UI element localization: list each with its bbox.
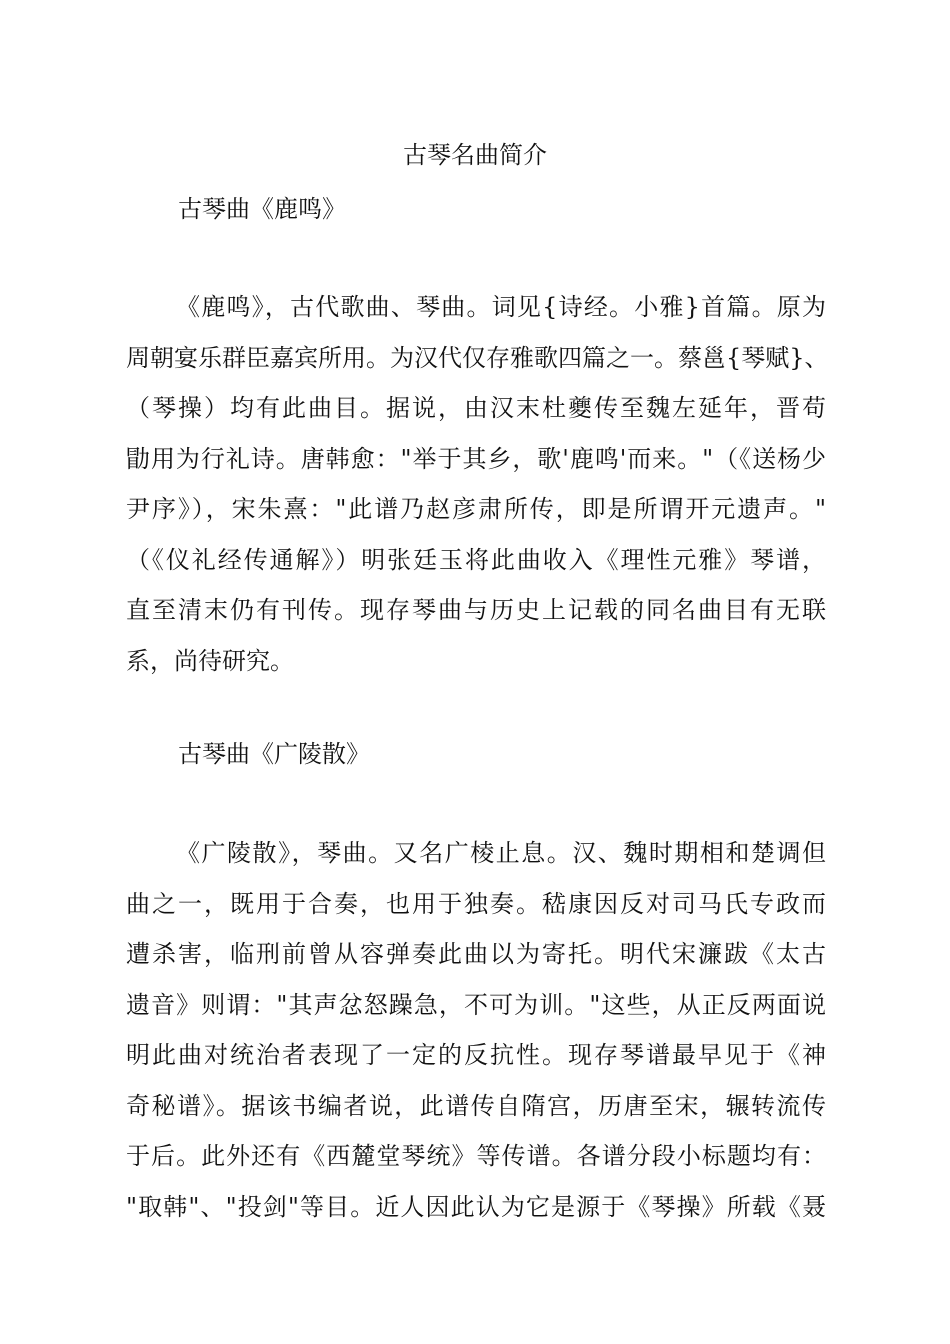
paragraph-line: 遭杀害，临刑前曾从容弹奏此曲以为寄托。明代宋濂跋《太古	[126, 940, 826, 968]
paragraph-line: 尹序》），宋朱熹："此谱乃赵彦肃所传，即是所谓开元遗声。"	[126, 495, 826, 523]
paragraph-line: 奇秘谱》。据该书编者说，此谱传自隋宫，历唐至宋，辗转流传	[126, 1091, 826, 1120]
paragraph-line: 《广陵散》，琴曲。又名广棱止息。汉、魏时期相和楚调但	[176, 839, 826, 867]
paragraph-line: （琴操）均有此曲目。据说，由汉末杜夔传至魏左延年，晋苟	[126, 394, 826, 422]
paragraph-line: 系，尚待研究。	[126, 646, 294, 675]
section-heading-guanglingsan: 古琴曲《广陵散》	[178, 740, 370, 768]
paragraph-line: "取韩"、"投剑"等目。近人因此认为它是源于《琴操》所载《聂	[126, 1192, 826, 1221]
paragraph-line: 遗音》则谓："其声忿怒躁急，不可为训。"这些，从正反两面说	[126, 990, 826, 1019]
paragraph-line: 勖用为行礼诗。唐韩愈："举于其乡，歌'鹿鸣'而来。"（《送杨少	[126, 444, 826, 473]
paragraph-line: （《仪礼经传通解》）明张廷玉将此曲收入《理性元雅》琴谱，	[126, 545, 826, 574]
paragraph-line: 于后。此外还有《西麓堂琴统》等传谱。各谱分段小标题均有：	[126, 1142, 826, 1170]
document-title: 古琴名曲简介	[403, 141, 547, 169]
paragraph-luming	[126, 282, 829, 686]
paragraph-line: 直至清末仍有刊传。现存琴曲与历史上记载的同名曲目有无联	[126, 596, 826, 624]
section-heading-luming: 古琴曲《鹿鸣》	[178, 195, 346, 223]
paragraph-line: 周朝宴乐群臣嘉宾所用。为汉代仅存雅歌四篇之一。蔡邕{琴赋}、	[126, 343, 829, 372]
paragraph-guanglingsan	[126, 828, 826, 1232]
paragraph-line: 《鹿鸣》，古代歌曲、琴曲。词见{诗经。小雅}首篇。原为	[176, 293, 826, 321]
paragraph-line: 明此曲对统治者表现了一定的反抗性。现存琴谱最早见于《神	[126, 1041, 826, 1069]
paragraph-line: 曲之一，既用于合奏，也用于独奏。嵇康因反对司马氏专政而	[126, 889, 826, 918]
